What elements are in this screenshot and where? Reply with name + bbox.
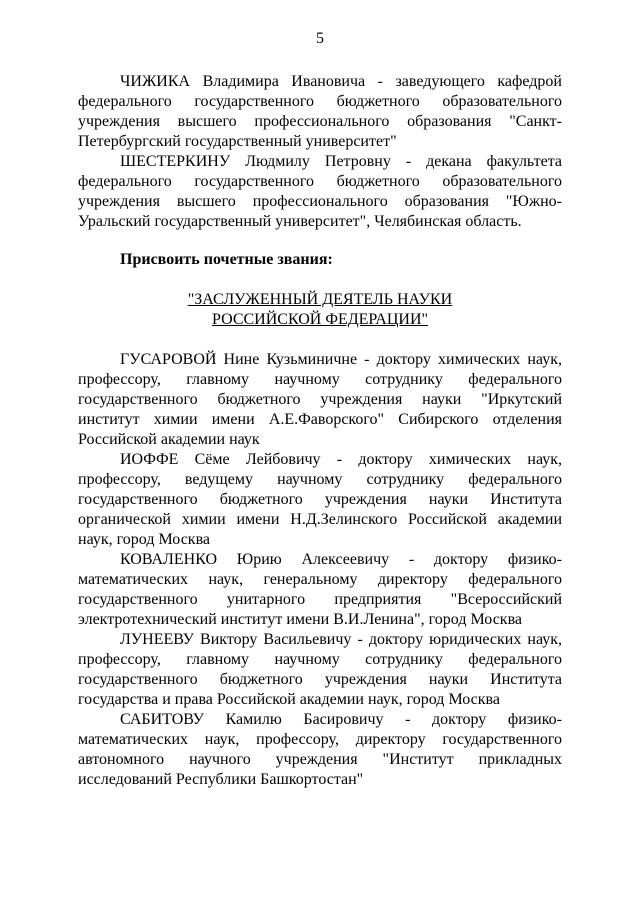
entry-paragraph: ШЕСТЕРКИНУ Людмилу Петровну - декана факультета федерального государственного бюджетного образовательного учреждения высшего профессионального образования "Южно-Уральский государственный университет", Челябинская область. <box>78 153 562 230</box>
entry-paragraph: ЧИЖИКА Владимира Ивановича - заведующего кафедрой федерального государственного бюджетного образовательного учреждения высшего профессионального образования "Санкт-Петербургский государственный университет" <box>78 73 562 150</box>
document-body <box>78 72 562 790</box>
section-heading: Присвоить почетные звания: <box>120 251 333 268</box>
entry-paragraph: ЛУНЕЕВУ Виктору Васильевичу - доктору юридических наук, профессору, главному научному сотруднику федерального государственного бюджетного учреждения науки Института государства и права Российской академии наук, город Москва <box>78 631 562 708</box>
entry-paragraph: ИОФФЕ Сёме Лейбовичу - доктору химических наук, профессору, ведущему научному сотруднику федерального государственного бюджетного учреждения науки Института органической химии имени Н.Д.Зелинского Российской академии наук, город Москва <box>78 451 562 548</box>
honorary-title-line: "ЗАСЛУЖЕННЫЙ ДЕЯТЕЛЬ НАУКИ <box>187 291 453 308</box>
entry-paragraph: ГУСАРОВОЙ Нине Кузьминичне - доктору химических наук, профессору, главному научному сотруднику федерального государственного бюджетного учреждения науки "Иркутский институт химии имени А.Е.Фаворского" Сибирского отделения Российской академии наук <box>78 351 562 448</box>
page-number: 5 <box>316 30 324 47</box>
honorary-title <box>78 290 562 330</box>
entry-paragraph: КОВАЛЕНКО Юрию Алексеевичу - доктору физико-математических наук, генеральному директору федерального государственного унитарного предприятия "Всероссийский электротехнический институт имени В.И.Ленина", город Москва <box>78 551 562 628</box>
honorary-title-line: РОССИЙСКОЙ ФЕДЕРАЦИИ" <box>211 311 429 328</box>
entry-paragraph: САБИТОВУ Камилю Басировичу - доктору физико-математических наук, профессору, директору государственного автономного научного учреждения "Институт прикладных исследований Республики Башкортостан" <box>78 711 562 788</box>
